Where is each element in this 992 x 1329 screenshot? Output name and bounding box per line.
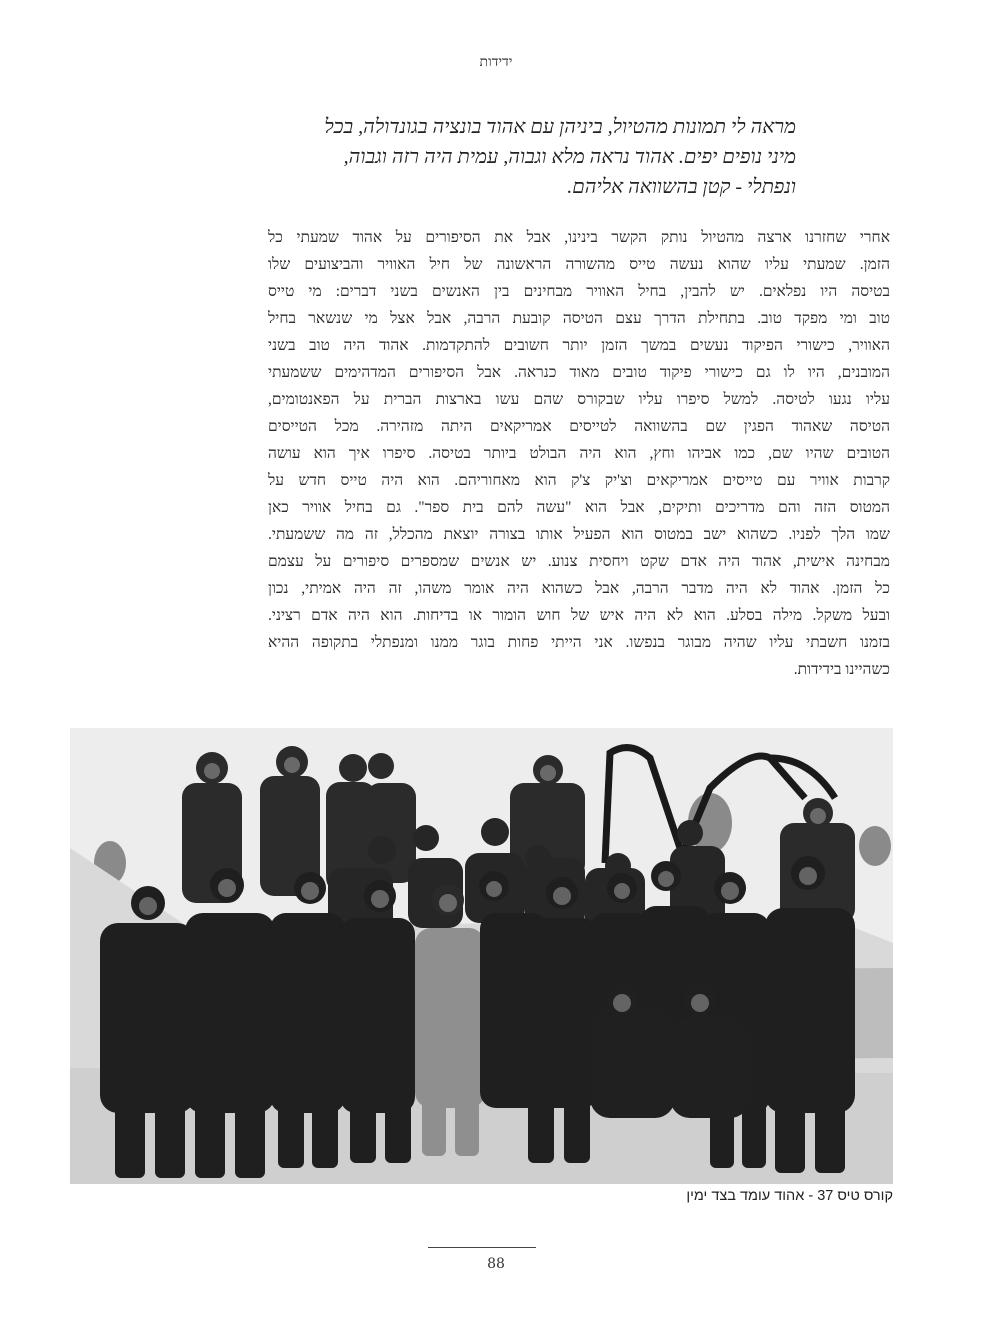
body-line: אחרי שחזרנו ארצה מהטיול נותק הקשר בינינו, אבל את הסיפורים על אהוד שמעתי כל bbox=[268, 229, 890, 246]
running-header: ידידות bbox=[479, 54, 513, 70]
body-line: כל הזמן. אהוד לא היה מדבר הרבה, אבל כשהוא היה אומר משהו, זה היה אמיתי, נכון bbox=[268, 580, 890, 597]
body-line: שמו הלך לפניו. כשהוא ישב במטוס הוא הפעיל אותו בצורה יוצאת מהכלל, זה מה ששמעתי. bbox=[268, 526, 890, 543]
body-line: ובעל משקל. מילה בסלע. הוא לא היה איש של חוש הומור או בדיחות. הוא היה אדם רציני. bbox=[268, 607, 890, 624]
quote-line: ונפתלי - קטן בהשוואה אליהם. bbox=[567, 176, 796, 198]
quote-line: מיני נופים יפים. אהוד נראה מלא וגבוה, עמית היה רזה וגבוה, bbox=[343, 146, 796, 168]
page-number: 88 bbox=[487, 1256, 505, 1272]
body-line: הטובים שהיו שם, כמו אביהו וחץ, הוא היה הבולט ביותר בטיסה. סיפרו איך הוא עושה bbox=[268, 445, 890, 462]
photo-caption: קורס טיס 37 - אהוד עומד בצד ימין bbox=[686, 1188, 893, 1204]
body-line: האוויר, כישורי הפיקוד נעשים במשך הזמן יותר חשובים להתקדמות. אהוד היה טוב בשני bbox=[268, 337, 890, 354]
body-line: בטיסה היו נפלאים. יש להבין, בחיל האוויר מבחינים בין האנשים בשני דברים: מי טייס bbox=[268, 283, 890, 300]
body-line: מבחינה אישית, אהוד היה אדם שקט ויחסית צנוע. יש אנשים שמספרים סיפורים על עצמם bbox=[268, 553, 890, 570]
body-line: עליו נגעו לטיסה. למשל סיפרו עליו שבקורס שהם עשו בארצות הברית על הפאנטומים, bbox=[268, 391, 890, 408]
body-line: המטוס הזה והם מדריכים ותיקים, אבל הוא "עשה להם בית ספר". גם בחיל אוויר כאן bbox=[268, 499, 890, 516]
italic-quote bbox=[266, 112, 796, 202]
footer-divider bbox=[428, 1247, 536, 1248]
body-paragraph bbox=[268, 224, 890, 683]
body-line: טוב ומי מפקד טוב. בתחילת הדרך עצם הטיסה קובעת הרבה, אבל אצל מי שנשאר בחיל bbox=[268, 310, 890, 327]
body-line: בזמנו חשבתי עליו שהיה מבוגר בנפשו. אני הייתי פחות בוגר ממנו ומנפתלי בתקופה ההיא bbox=[268, 634, 890, 651]
body-line: קרבות אוויר עם טייסים אמריקאים וצ'יק צ'ק הוא מאחוריהם. הוא היה טייס חדש על bbox=[268, 472, 890, 489]
body-line: כשהיינו בידידות. bbox=[793, 661, 890, 678]
quote-line: מראה לי תמונות מהטיול, ביניהן עם אהוד בונציה בגונדולה, בכל bbox=[324, 116, 796, 138]
body-line: הזמן. שמעתי עליו שהוא נעשה טייס מהשורה הראשונה של חיל האוויר והביצועים שלו bbox=[268, 256, 890, 273]
body-line: המובנים, היו לו גם כישורי פיקוד טובים מאוד כנראה. אבל הסיפורים המדהימים ששמעתי bbox=[268, 364, 890, 381]
body-line: הטיסה שאהוד הפגין שם בהשוואה לטייסים אמריקאים היתה מזהירה. מכל הטייסים bbox=[268, 418, 890, 435]
group-photo-pilots bbox=[70, 728, 893, 1184]
photo-illustration bbox=[70, 728, 893, 1184]
